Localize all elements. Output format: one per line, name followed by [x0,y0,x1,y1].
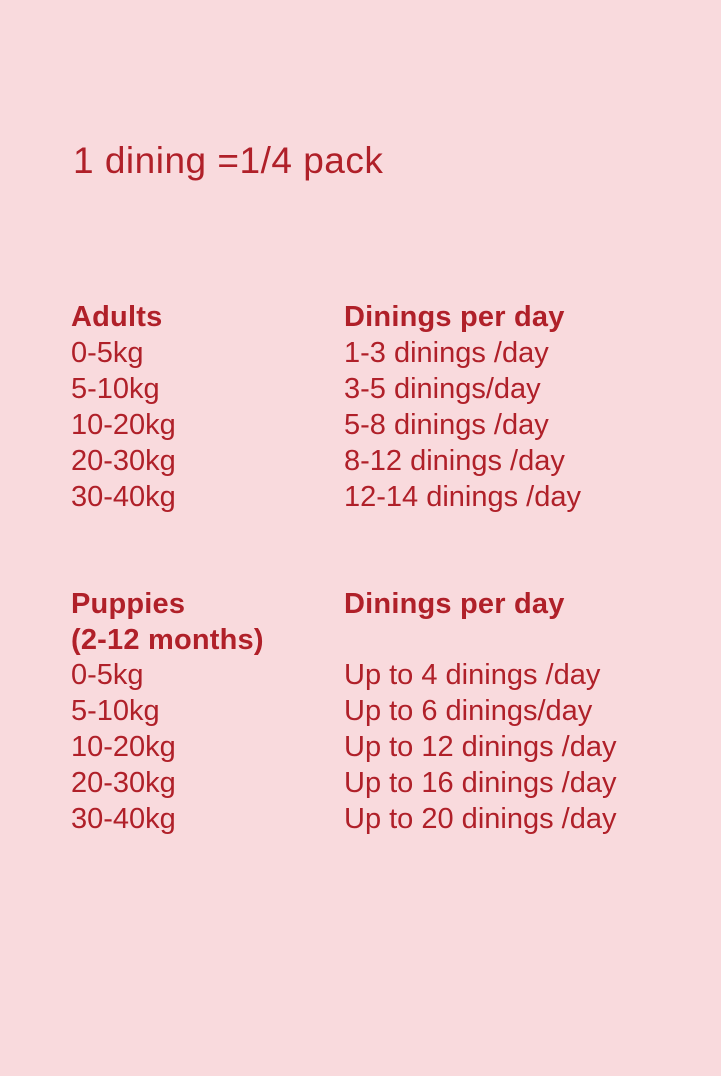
dinings-value: Up to 20 dinings /day [344,802,617,835]
table-row [71,766,691,801]
table-row [71,480,691,515]
section-header-adults [71,300,691,335]
weight-value: 0-5kg [71,337,144,370]
dinings-value: Up to 16 dinings /day [344,766,617,799]
column-header-weight: Puppies [71,588,186,621]
dinings-value: Up to 6 dinings/day [344,694,593,727]
section-spacer [71,543,691,587]
weight-value: 20-30kg [71,766,176,799]
table-row [71,694,691,729]
table-row [71,372,691,407]
table-row [71,802,691,837]
column-header-weight: Adults [71,301,163,333]
dinings-value: Up to 12 dinings /day [344,730,617,763]
feeding-table [71,300,691,865]
dinings-value: 8-12 dinings /day [344,445,565,478]
dinings-value: Up to 4 dinings /day [344,658,601,691]
table-row [71,658,691,693]
weight-value: 5-10kg [71,373,160,406]
section-adults [71,300,691,515]
table-row [71,444,691,479]
dinings-value: 5-8 dinings /day [344,409,549,442]
weight-value: 30-40kg [71,802,176,835]
section-puppies [71,587,691,837]
column-header-dinings: Dinings per day [344,301,565,333]
table-row [71,730,691,765]
section-header-puppies [71,587,691,622]
table-row [71,408,691,443]
dinings-value: 1-3 dinings /day [344,337,549,370]
table-row [71,336,691,371]
weight-value: 20-30kg [71,445,176,478]
weight-value: 10-20kg [71,409,176,442]
column-header-dinings: Dinings per day [344,588,565,621]
weight-value: 0-5kg [71,658,144,691]
weight-value: 5-10kg [71,694,160,727]
section-subheader-age-range: (2-12 months) [71,623,264,656]
dinings-value: 12-14 dinings /day [344,481,581,514]
weight-value: 10-20kg [71,730,176,763]
dinings-value: 3-5 dinings/day [344,373,541,406]
page-title: 1 dining =1/4 pack [73,140,384,181]
weight-value: 30-40kg [71,481,176,514]
